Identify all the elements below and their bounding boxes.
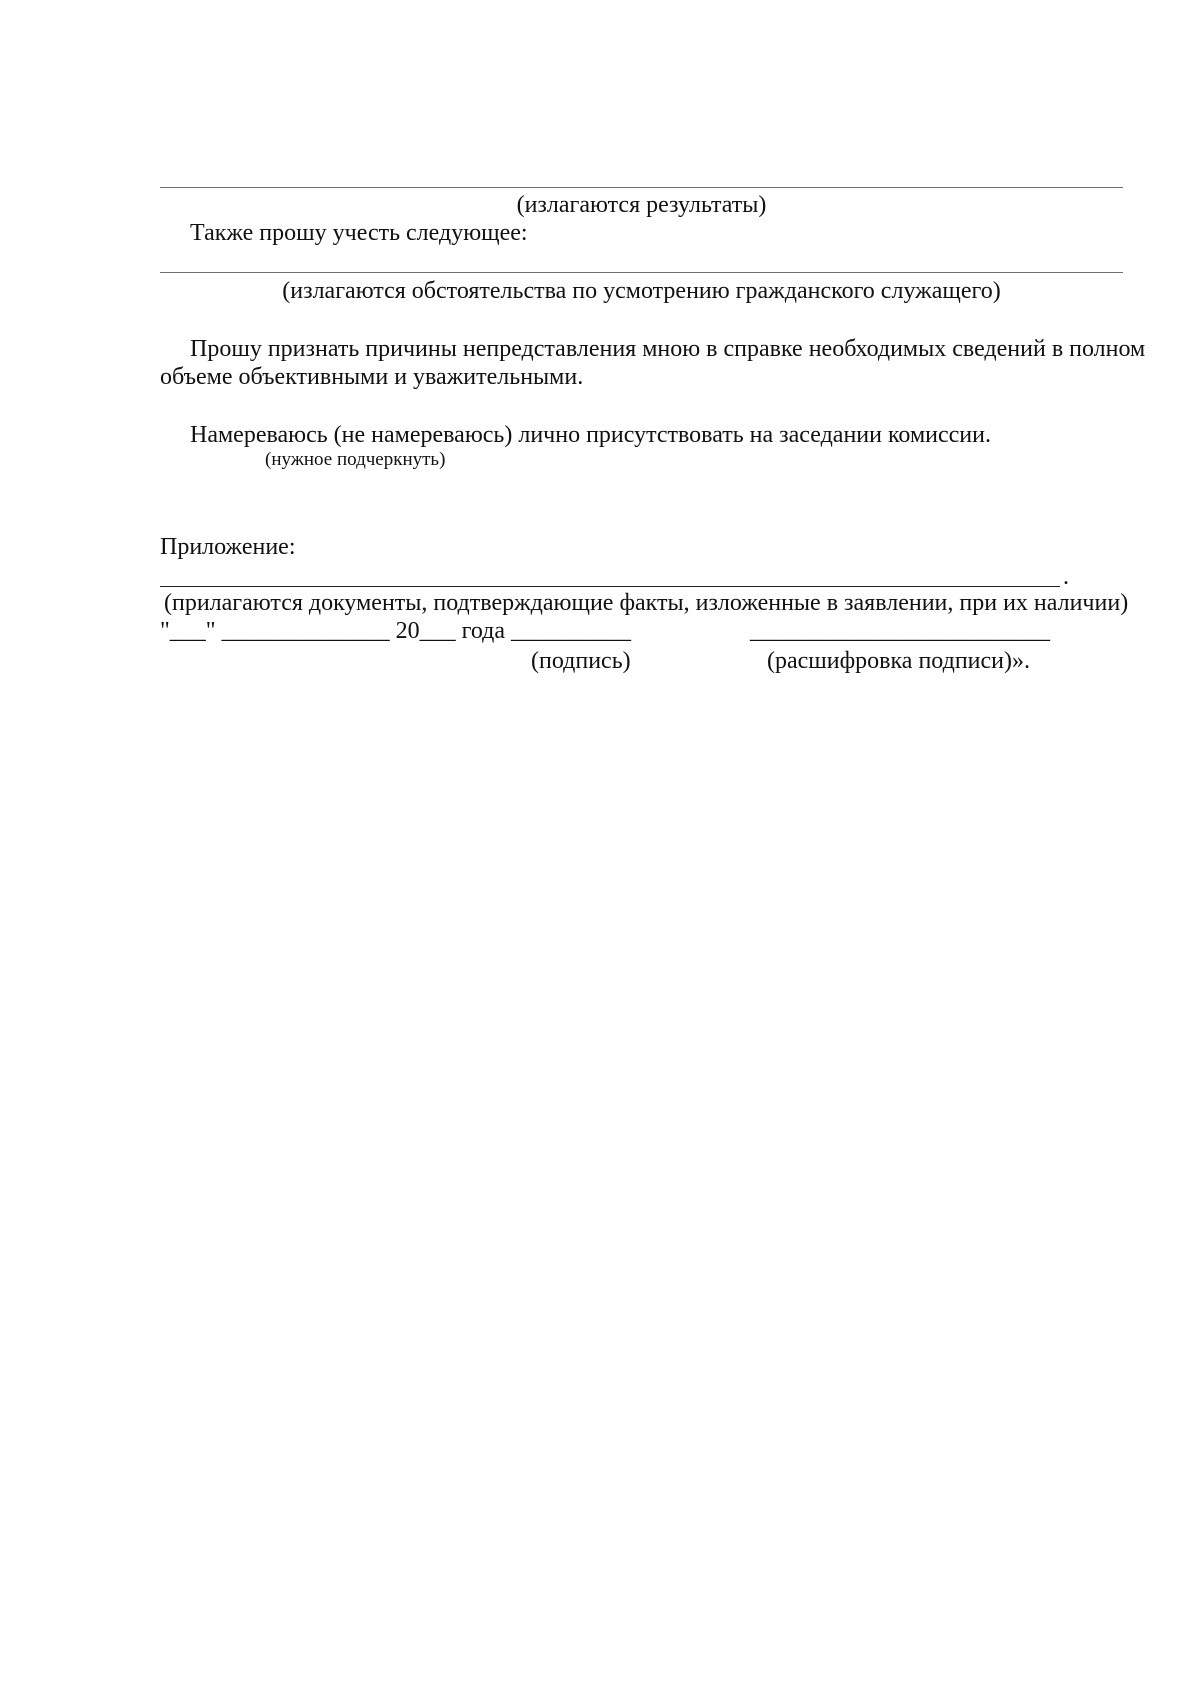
circumstances-rule bbox=[160, 272, 1123, 273]
intend-statement: Намереваюсь (не намереваюсь) лично присутствовать на заседании комиссии. bbox=[190, 422, 991, 448]
results-rule bbox=[160, 187, 1123, 188]
attachment-caption: (прилагаются документы, подтверждающие факты, изложенные в заявлении, при их наличии) bbox=[164, 590, 1129, 616]
signature-decode-caption: (расшифровка подписи)». bbox=[767, 648, 1030, 674]
attachment-label: Приложение: bbox=[160, 534, 296, 560]
also-request-text: Также прошу учесть следующее: bbox=[190, 220, 528, 246]
request-paragraph-line-1: Прошу признать причины непредставления мною в справке необходимых сведений в полном bbox=[190, 336, 1146, 362]
signature-caption: (подпись) bbox=[531, 648, 631, 674]
request-paragraph-line-2: объеме объективными и уважительными. bbox=[160, 364, 584, 390]
underline-note: (нужное подчеркнуть) bbox=[265, 449, 446, 470]
signature-decode-blank: _________________________ bbox=[750, 618, 1050, 644]
circumstances-caption: (излагаются обстоятельства по усмотрению гражданского служащего) bbox=[282, 278, 1001, 304]
attachment-period: . bbox=[1063, 564, 1069, 590]
attachment-line bbox=[160, 586, 1060, 587]
date-signature-line: "___" ______________ 20___ года __________ bbox=[160, 618, 632, 644]
results-caption: (излагаются результаты) bbox=[516, 192, 767, 218]
